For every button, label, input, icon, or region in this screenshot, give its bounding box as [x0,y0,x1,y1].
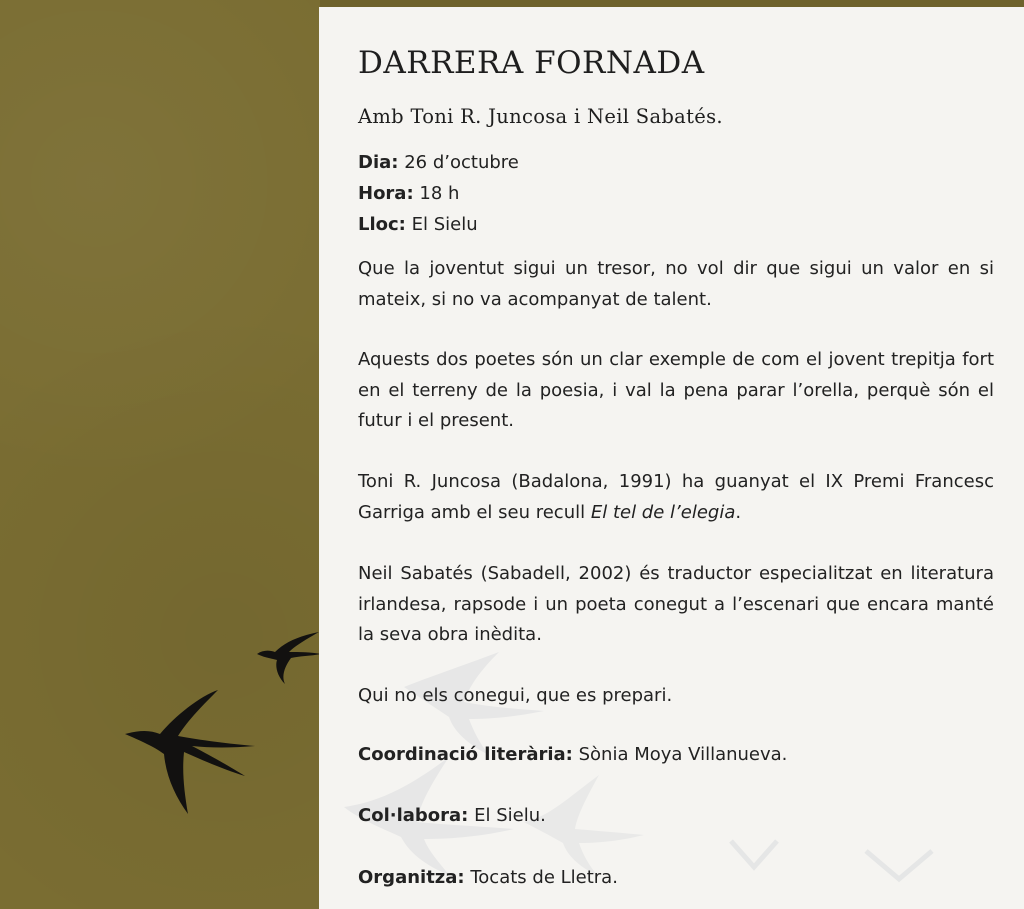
paragraph-sabates: Neil Sabatés (Sabadell, 2002) és traductor especialitzat en literatura irlandesa, rapsode i un poeta conegut a l’escenari que encara manté la seva obra inèdita. [358,563,994,646]
event-day [358,147,519,178]
coordination-label: Coordinació literària: [358,744,573,765]
day-value: 26 d’octubre [404,152,519,173]
place-label: Lloc: [358,214,406,235]
credit-collaboration [358,805,546,826]
day-label: Dia: [358,152,399,173]
collaboration-label: Col·labora: [358,805,469,826]
paragraph-closing: Qui no els conegui, que es prepari. [358,685,673,706]
place-value: El Sielu [411,214,478,235]
paragraph-intro: Que la joventut sigui un tresor, no vol dir que sigui un valor en si mateix, si no va acompanyat de talent. [358,258,994,310]
paragraph-poets: Aquests dos poetes són un clar exemple de com el jovent trepitja fort en el terreny de la poesia, i val la pena parar l’orella, perquè són el futur i el present. [358,349,994,432]
event-title: DARRERA FORNADA [358,45,705,81]
faded-swallow-icon [729,837,779,877]
credit-coordination [358,744,787,765]
swallow-bird-icon [120,686,260,821]
organizer-label: Organitza: [358,867,465,888]
coordination-value: Sònia Moya Villanueva. [578,744,788,765]
organizer-value: Tocats de Lletra. [470,867,618,888]
event-time [358,178,459,209]
event-panel [319,7,1024,909]
event-subtitle: Amb Toni R. Juncosa i Neil Sabatés. [358,105,723,128]
collaboration-value: El Sielu. [474,805,546,826]
time-value: 18 h [419,183,460,204]
time-label: Hora: [358,183,414,204]
credit-organizer [358,867,618,888]
book-title: El tel de l’elegia [590,501,736,523]
paragraph-juncosa [358,467,994,528]
faded-swallow-icon [864,845,934,885]
swallow-bird-small-icon [255,630,323,686]
event-place [358,209,478,240]
juncosa-text: Toni R. Juncosa (Badalona, 1991) ha guanyat el IX Premi Francesc Garriga amb el seu recull [358,471,994,523]
juncosa-end: . [735,501,742,523]
